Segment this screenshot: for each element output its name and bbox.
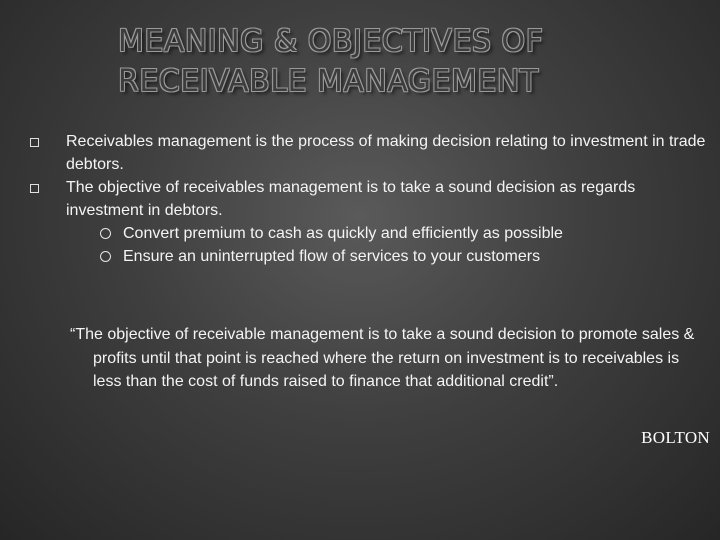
slide-title-line-2: RECEIVABLE MANAGEMENT (118, 64, 539, 99)
bullet-text: Receivables management is the process of making decision relating to investment in trade debtors. (66, 133, 706, 173)
sub-bullet-list (68, 222, 710, 268)
sub-bullet-item (68, 222, 710, 245)
circle-bullet-icon (100, 228, 111, 239)
slide-body (30, 130, 710, 268)
bullet-item (30, 130, 710, 176)
slide-title-line-1: MEANING & OBJECTIVES OF (118, 24, 544, 59)
sub-bullet-item (68, 245, 710, 268)
slide-title (118, 22, 678, 102)
bullet-item (30, 176, 710, 222)
sub-bullet-text: Ensure an uninterrupted flow of services to your customers (123, 248, 541, 265)
sub-bullet-text: Convert premium to cash as quickly and efficiently as possible (123, 225, 563, 242)
quote-author: BOLTON (641, 428, 710, 447)
square-bullet-icon (30, 184, 39, 193)
square-bullet-icon (30, 138, 39, 147)
quote-block (70, 323, 710, 394)
circle-bullet-icon (100, 251, 111, 262)
quote-text: “The objective of receivable management is to take a sound decision to promote sales & profits until that point is reached where the return on investment is to receivables is less than the cost of funds raised to finance that additional credit”. (70, 326, 695, 390)
bullet-text: The objective of receivables management is to take a sound decision as regards investment in debtors. (66, 179, 636, 219)
